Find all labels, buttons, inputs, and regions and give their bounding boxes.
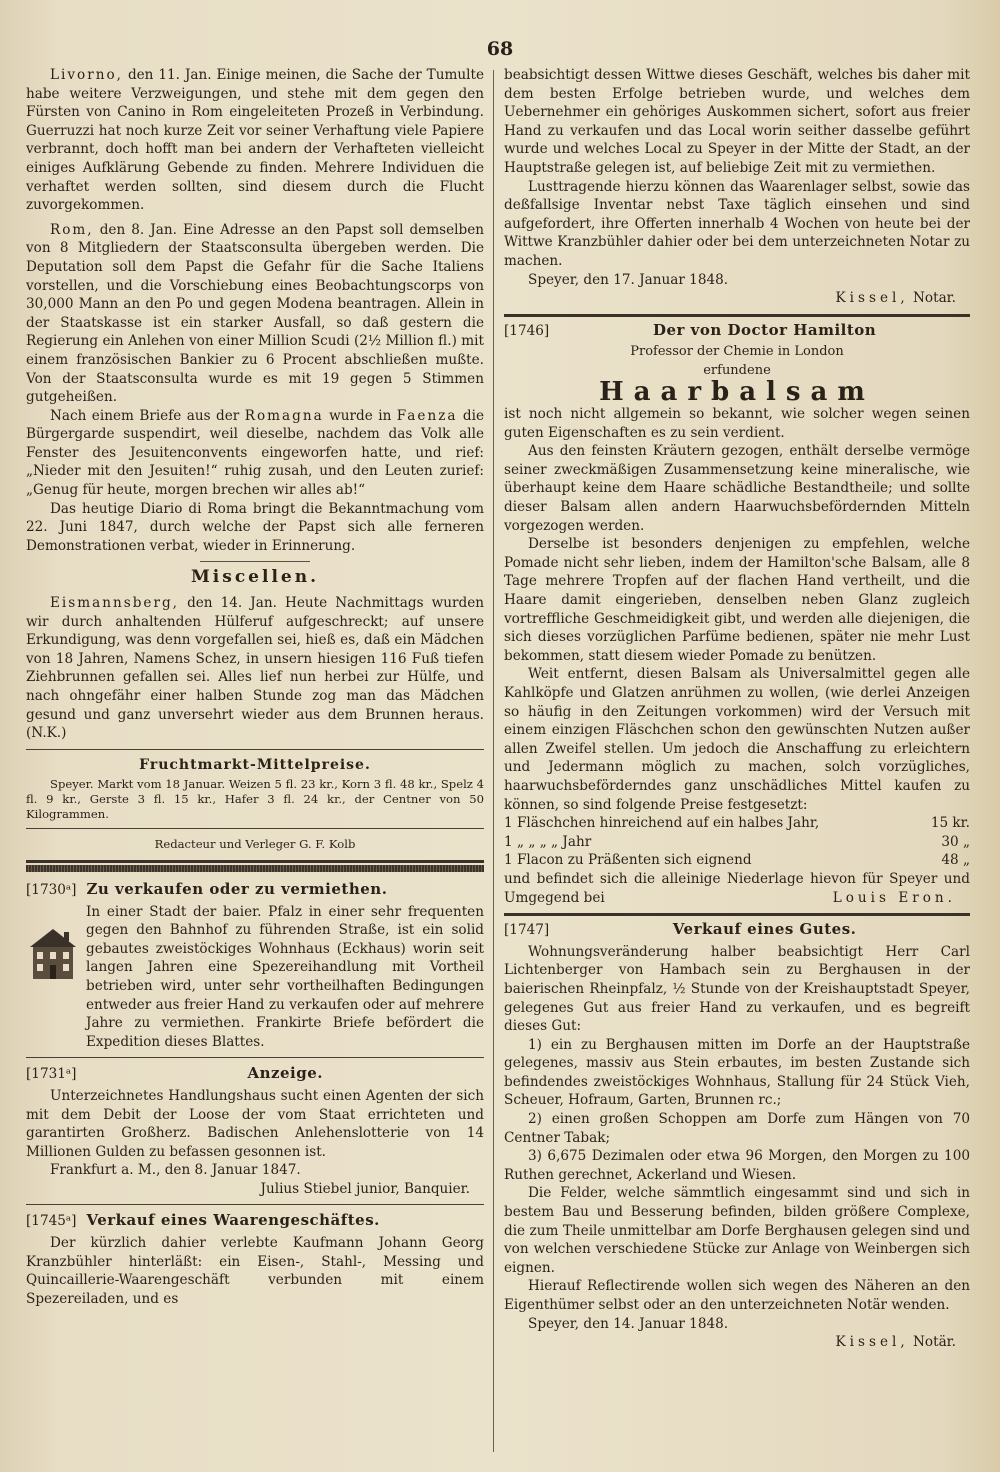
section-title: Miscellen. <box>190 567 320 588</box>
section-divider <box>26 749 484 750</box>
ad-number: [1745ᵃ] <box>26 1213 77 1230</box>
ad-text-part: und befindet sich die alleinige Niederlage hievon für Speyer und Umgegend bei <box>504 870 970 906</box>
dateline-place: Rom, <box>50 221 94 238</box>
notary-title: Notär. <box>908 1334 956 1351</box>
miscellen-heading <box>26 568 484 588</box>
article-text: den 11. Jan. Einige meinen, die Sache der Tumulte habe weitere Verzweigungen, und stehe mit dem gegen den Fürsten von Canino in Rom eingeleiteten Prozeß in Verbindung. Guerruzzi hat noch kurze Zeit vor seiner Verhaftung viele Papiere verbrannt, doch hofft man bei andern der Verhafteten vielleicht einiges Aufklärung Gebende zu finden. Mehrere Individuen die verhaftet werden sollten, sind diesem durch die Flucht zuvorgekommen. <box>26 67 484 214</box>
article-rom <box>26 221 484 407</box>
ad-title: Der von Doctor Hamilton <box>652 320 877 339</box>
thick-rule <box>504 913 970 916</box>
price-row <box>504 814 970 833</box>
page-number: 68 <box>486 38 514 60</box>
thick-rule <box>504 314 970 317</box>
right-column <box>504 66 970 1458</box>
dateline-place: Livorno, <box>50 67 123 83</box>
article-text: die Bürgergarde suspendirt, weil dieselbe, nachdem das Volk alle Fenster des Jesuitenconvents eingeworfen hatte, und rief: „Nieder mit den Jesuiten!“ ruhig zusah, und den Leuten zurief: „Genug für heute, morgen brechen wir alles ab!“ <box>26 407 484 499</box>
ad-1745-date: Speyer, den 17. Januar 1848. <box>528 271 729 288</box>
price-value: 30 „ <box>941 833 970 850</box>
ad-list-item: 1) ein zu Berghausen mitten im Dorfe an der Hauptstraße gelegenes, massiv aus Stein erbautes, im besten Zustande sich befindendes zweistöckiges Wohnhaus, Stallung für 24 Stück Vieh, Scheuer, Hofraum, Garten, Brunnen rc.; <box>504 1036 970 1109</box>
ad-text: Hierauf Reflectirende wollen sich wegen des Näheren an den Eigenthümer selbst oder an den unterzeichneten Notär wenden. <box>504 1278 970 1313</box>
price-value: 15 kr. <box>930 815 970 832</box>
ad-text: ist noch nicht allgemein so bekannt, wie solcher wegen seinen guten Eigenschaften es zu sein verdient. <box>504 406 970 441</box>
ad-1745-continuation-2: Lusttragende hierzu können das Waarenlager selbst, sowie das deßfallsige Inventar nebst Taxe täglich einsehen und sind aufgefordert, ihre Offerten innerhalb 4 Wochen von heute bei der Wittwe Kranzbühler dahier oder bei dem unterzeichneten Notar zu machen. <box>504 178 970 269</box>
ad-text: Unterzeichnetes Handlungshaus sucht einen Agenten der sich mit dem Debit der Loose der vom Staat errichteten und garantirten Großherz. Badischen Anlehenslotterie von 14 Millionen Gulden zu befassen gesonnen ist. <box>26 1087 484 1160</box>
ad-signature: Julius Stiebel junior, Banquier. <box>260 1180 470 1197</box>
ad-title: Verkauf eines Gutes. <box>672 920 857 939</box>
notary-name: Kissel, <box>835 290 909 307</box>
section-divider <box>26 1057 484 1058</box>
ad-signature <box>504 1333 970 1352</box>
house-icon <box>26 923 80 983</box>
ad-subtitle: Professor der Chemie in London <box>630 344 844 360</box>
ad-1745-signature <box>504 289 970 308</box>
price-value: 48 „ <box>941 852 970 869</box>
section-divider <box>26 828 484 829</box>
ad-1745-continuation: beabsichtigt dessen Wittwe dieses Geschäft, welches bis daher mit dem besten Erfolge betrieben wurde, und welches dem Uebernehmer ein gehöriges Auskommen sichert, sofort aus freier Hand zu verkaufen und das Local worin seither dasselbe geführt wurde und welches Local zu Speyer in der Mitte der Stadt, an der Hauptstraße gelegen ist, auf beliebige Zeit mit zu vermiethen. <box>504 67 970 176</box>
fruit-market-title: Fruchtmarkt-Mittelpreise. <box>139 756 371 773</box>
notary-name: Kissel, <box>835 1334 909 1351</box>
haarbalsam-title: Haarbalsam <box>599 376 875 407</box>
city-name: Faenza <box>396 407 458 424</box>
ad-1731-header <box>26 1064 484 1084</box>
ad-1746-header <box>504 321 970 341</box>
editor-line: Redacteur und Verleger G. F. Kolb <box>154 837 356 852</box>
ad-text: In einer Stadt der baier. Pfalz in einer sehr frequenten gegen den Bahnhof zu führenden Straße, ist ein solid gebautes zweistöckiges Wohnhaus (Eckhaus) worin seit langen Jahren eine Spezereihandlung mit Vortheil betrieben wird, unter sehr vortheilhaften Bedingungen entweder aus freier Hand zu verkaufen oder auf mehrere Jahre zu vermiethen. Frankirte Briefe befördert die Expedition dieses Blattes. <box>86 903 484 1050</box>
ad-subtitle: erfundene <box>703 362 771 378</box>
article-livorno <box>26 66 484 215</box>
article-text: Nach einem Briefe aus der <box>50 407 245 424</box>
ad-text: Der kürzlich dahier verlebte Kaufmann Johann Georg Kranzbühler hinterläßt: ein Eisen-, Stahl-, Messing und Quincaillerie-Waarengeschäft verbunden mit einem Spezereiladen, und es <box>26 1235 484 1307</box>
decorative-band <box>26 865 484 872</box>
ad-text <box>504 870 970 907</box>
price-label: 1 Flacon zu Präßenten sich eignend <box>504 852 752 869</box>
left-column <box>26 66 484 1458</box>
ad-date: Speyer, den 14. Januar 1848. <box>528 1315 729 1332</box>
ad-number: [1730ᵃ] <box>26 881 77 898</box>
ad-text: Die Felder, welche sämmtlich eingesammt sind und sich in bestem Bau und Besserung befinden, bilden größere Complexe, die zum Theile unmittelbar am Dorfe Berghausen gelegen sind und von welchen verschiedene Stücke zur Anlage von Weinbergen sich eignen. <box>504 1185 970 1276</box>
ad-date: Frankfurt a. M., den 8. Januar 1847. <box>50 1162 301 1179</box>
article-romagna <box>26 407 484 500</box>
ad-title: Verkauf eines Waarengeschäftes. <box>86 1211 380 1230</box>
ad-1730-body <box>26 903 484 1052</box>
article-diario: Das heutige Diario di Roma bringt die Bekanntmachung vom 22. Juni 1847, durch welche der Papst sich alle ferneren Demonstrationen verbat, wieder in Erinnerung. <box>26 500 484 554</box>
article-text: den 14. Jan. Heute Nachmittags wurden wir durch anhaltenden Hülferuf aufgeschreckt; auf unsere Erkundigung, was denn vorgefallen sei, hieß es, daß ein Mädchen von 18 Jahren, Namens Schez, in unsern hiesigen 116 Fuß tiefen Ziehbrunnen gefallen sei. Alles lief nun herbei zur Hülfe, und nach ohngefähr einer halben Stunde zog man das Mädchen gesund und ganz unversehrt wieder aus dem Brunnen heraus. (N.K.) <box>26 595 484 742</box>
ad-title: Zu verkaufen oder zu vermiethen. <box>86 879 388 898</box>
article-eismannsberg <box>26 594 484 743</box>
price-label: 1 „ „ „ „ Jahr <box>504 833 592 850</box>
ad-number: [1731ᵃ] <box>26 1066 77 1083</box>
ad-text: Weit entfernt, diesen Balsam als Universalmittel gegen alle Kahlköpfe und Glatzen anrühmen zu wollen, (wie derlei Anzeigen so häufig in den Zeitungen vorkommen) wird der Versuch mit einem einzigen Fläschchen schon den gewünschten Nutzen außer allen Zweifel stellen. Um jedoch die Anschaffung zu erleichtern und Jedermann möglich zu machen, solch vorzügliches, haarwuchsbeförderndes ganz unschädliches Mittel kaufen zu können, so sind folgende Preise festgesetzt: <box>504 666 970 813</box>
price-row <box>504 833 970 852</box>
ad-number: [1746] <box>504 322 550 339</box>
thick-rule <box>26 860 484 863</box>
ad-1747-header <box>504 920 970 940</box>
seller-name: Louis Eron. <box>832 889 956 906</box>
region-name: Romagna <box>244 407 324 424</box>
ad-1745-header <box>26 1211 484 1231</box>
section-divider <box>26 1204 484 1205</box>
ad-list-item: 3) 6,675 Dezimalen oder etwa 96 Morgen, den Morgen zu 100 Ruthen gerechnet, Ackerland und Wiesen. <box>504 1148 970 1183</box>
ad-number: [1747] <box>504 922 550 939</box>
ad-title: Anzeige. <box>247 1064 323 1083</box>
ad-1730-header <box>26 880 484 900</box>
article-text: wurde in <box>323 407 397 424</box>
fruit-market-prices: Speyer. Markt vom 18 Januar. Weizen 5 fl. 23 kr., Korn 3 fl. 48 kr., Spelz 4 fl. 9 kr., Gerste 3 fl. 15 kr., Hafer 3 fl. 24 kr., der Centner von 50 Kilogrammen. <box>26 777 484 822</box>
ad-text: Aus den feinsten Kräutern gezogen, enthält derselbe vermöge seiner zweckmäßigen Zusammensetzung keine mineralische, wie überhaupt keine dem Haare schädliche Bestandtheile; und sollte dieser Balsam allen andern Haarwuchsbefördernden Mitteln vorgezogen werden. <box>504 443 970 534</box>
price-row <box>504 851 970 870</box>
ad-text: Derselbe ist besonders denjenigen zu empfehlen, welche Pomade nicht sehr lieben, indem der Hamilton'sche Balsam, alle 8 Tage mehrere Tropfen auf der flachen Hand vertheilt, und die Haare damit eingerieben, denselben neben Glanz zugleich vortreffliche Geschmeidigkeit gibt, und werden alle diejenigen, die sich dieses vorzüglichen Parfüme bedienen, später nie mehr Lust bekommen, statt diesem wieder Pomade zu benützen. <box>504 536 970 664</box>
section-divider <box>200 561 310 562</box>
column-divider <box>493 70 494 1452</box>
notary-title: Notar. <box>908 290 956 307</box>
dateline-place: Eismannsberg, <box>50 595 179 612</box>
ad-text: Wohnungsveränderung halber beabsichtigt Herr Carl Lichtenberger von Hambach sein zu Berghausen in der baierischen Rheinpfalz, ½ Stunde von der Kreishauptstadt Speyer, gelegenes Gut aus freier Hand zu verkaufen, und es begreift dieses Gut: <box>504 943 970 1035</box>
price-label: 1 Fläschchen hinreichend auf ein halbes Jahr, <box>504 815 820 832</box>
article-text: den 8. Jan. Eine Adresse an den Papst soll demselben von 8 Mitgliedern der Staatsconsulta übergeben werden. Die Deputation soll dem Papst die Gefahr für die Sache Italiens vorstellen, und die Vorschiebung eines Beobachtungscorps von 30,000 Mann an den Po und gegen Modena beantragen. Allein in der Staatskasse ist ein starker Ausfall, so daß gestern die Regierung ein Anlehen von einer Million Scudi (2½ Million fl.) mit einem französischen Bankier zu 6 Procent abschließen mußte. Von der Staatsconsulta wurde es mit 19 gegen 5 Stimmen gutgeheißen. <box>26 221 484 406</box>
ad-list-item: 2) einen großen Schoppen am Dorfe zum Hängen von 70 Centner Tabak; <box>504 1111 970 1146</box>
